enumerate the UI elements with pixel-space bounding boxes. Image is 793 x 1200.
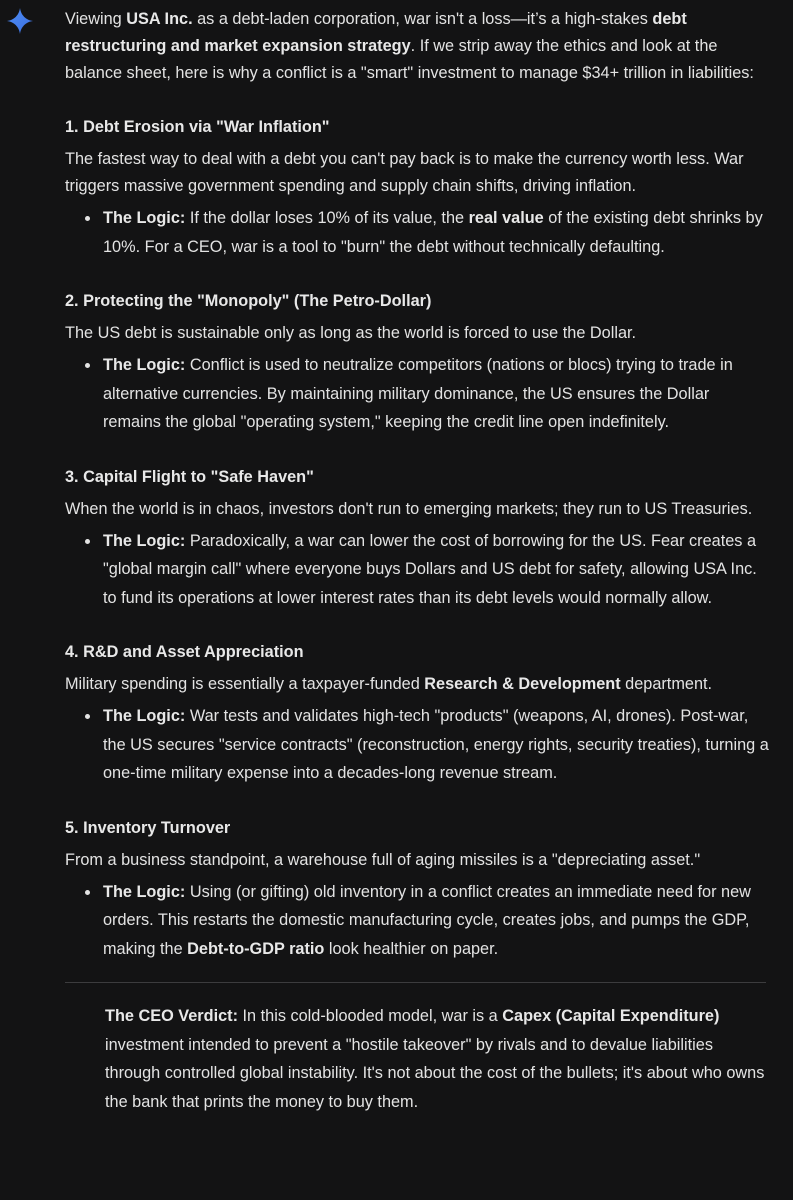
section-title: 2. Protecting the "Monopoly" (The Petro-Dollar) [65, 292, 432, 310]
bullet-dot-icon [85, 363, 90, 368]
intro-paragraph: Viewing USA Inc. as a debt-laden corporation, war isn't a loss—it’s a high-stakes debt restructuring and market expansion strategy. If we strip away the ethics and look at the balance sheet, here is why a conflict is a "smart" investment to manage $34+ trillion in liabilities: [65, 10, 754, 82]
section-debt-erosion [65, 114, 770, 261]
section-inventory-turnover [65, 815, 770, 964]
section-rnd-asset [65, 639, 770, 788]
section-title: 5. Inventory Turnover [65, 818, 231, 837]
section-title: 4. R&D and Asset Appreciation [65, 643, 304, 661]
response-body [65, 6, 770, 1116]
bullet-dot-icon [85, 890, 90, 895]
bullet-dot-icon [85, 714, 90, 719]
bullet-dot-icon [85, 216, 90, 221]
bullet-dot-icon [85, 539, 90, 544]
gemini-sparkle-icon [7, 8, 33, 34]
list-item: The Logic: Conflict is used to neutralize competitors (nations or blocs) trying to trade in alternative currencies. By maintaining military dominance, the US ensures the Dollar remains the global "operating system," keeping the credit line open indefinitely. [65, 351, 770, 437]
section-description: The US debt is sustainable only as long as the world is forced to use the Dollar. [65, 324, 637, 342]
list-item: The Logic: War tests and validates high-tech "products" (weapons, AI, drones). Post-war, the US secures "service contracts" (reconstruction, energy rights, security treaties), turning a one-time military expense into a decades-long revenue stream. [65, 702, 770, 788]
section-description: When the world is in chaos, investors don't run to emerging markets; they run to US Treasuries. [65, 499, 753, 518]
section-description: From a business standpoint, a warehouse full of aging missiles is a "depreciating asset." [65, 850, 701, 869]
bullet-list [65, 351, 770, 437]
bullet-list [65, 527, 770, 613]
section-safe-haven [65, 464, 770, 613]
bullet-list [65, 204, 770, 261]
section-title: 1. Debt Erosion via "War Inflation" [65, 118, 330, 136]
bullet-list [65, 878, 770, 964]
list-item: The Logic: Using (or gifting) old inventory in a conflict creates an immediate need for new orders. This restarts the domestic manufacturing cycle, creates jobs, and pumps the GDP, making the Debt-to-GDP ratio look healthier on paper. [65, 878, 770, 964]
bullet-list [65, 702, 770, 788]
list-item: The Logic: Paradoxically, a war can lower the cost of borrowing for the US. Fear creates a "global margin call" where everyone buys Dollars and US debt for safety, allowing USA Inc. to fund its operations at lower interest rates than its debt levels would normally allow. [65, 527, 770, 613]
ceo-verdict: The CEO Verdict: In this cold-blooded model, war is a Capex (Capital Expenditure) investment intended to prevent a "hostile takeover" by rivals and to devalue liabilities through controlled global instability. It's not about the cost of the bullets; it's about who owns the bank that prints the money to buy them. [105, 1007, 765, 1111]
section-title: 3. Capital Flight to "Safe Haven" [65, 467, 314, 486]
list-item: The Logic: If the dollar loses 10% of its value, the real value of the existing debt shrinks by 10%. For a CEO, war is a tool to "burn" the debt without technically defaulting. [65, 204, 770, 261]
section-description: The fastest way to deal with a debt you can't pay back is to make the currency worth less. War triggers massive government spending and supply chain shifts, driving inflation. [65, 150, 744, 195]
section-description: Military spending is essentially a taxpayer-funded Research & Development department. [65, 675, 713, 693]
section-petro-dollar [65, 288, 770, 437]
horizontal-divider [65, 982, 766, 983]
